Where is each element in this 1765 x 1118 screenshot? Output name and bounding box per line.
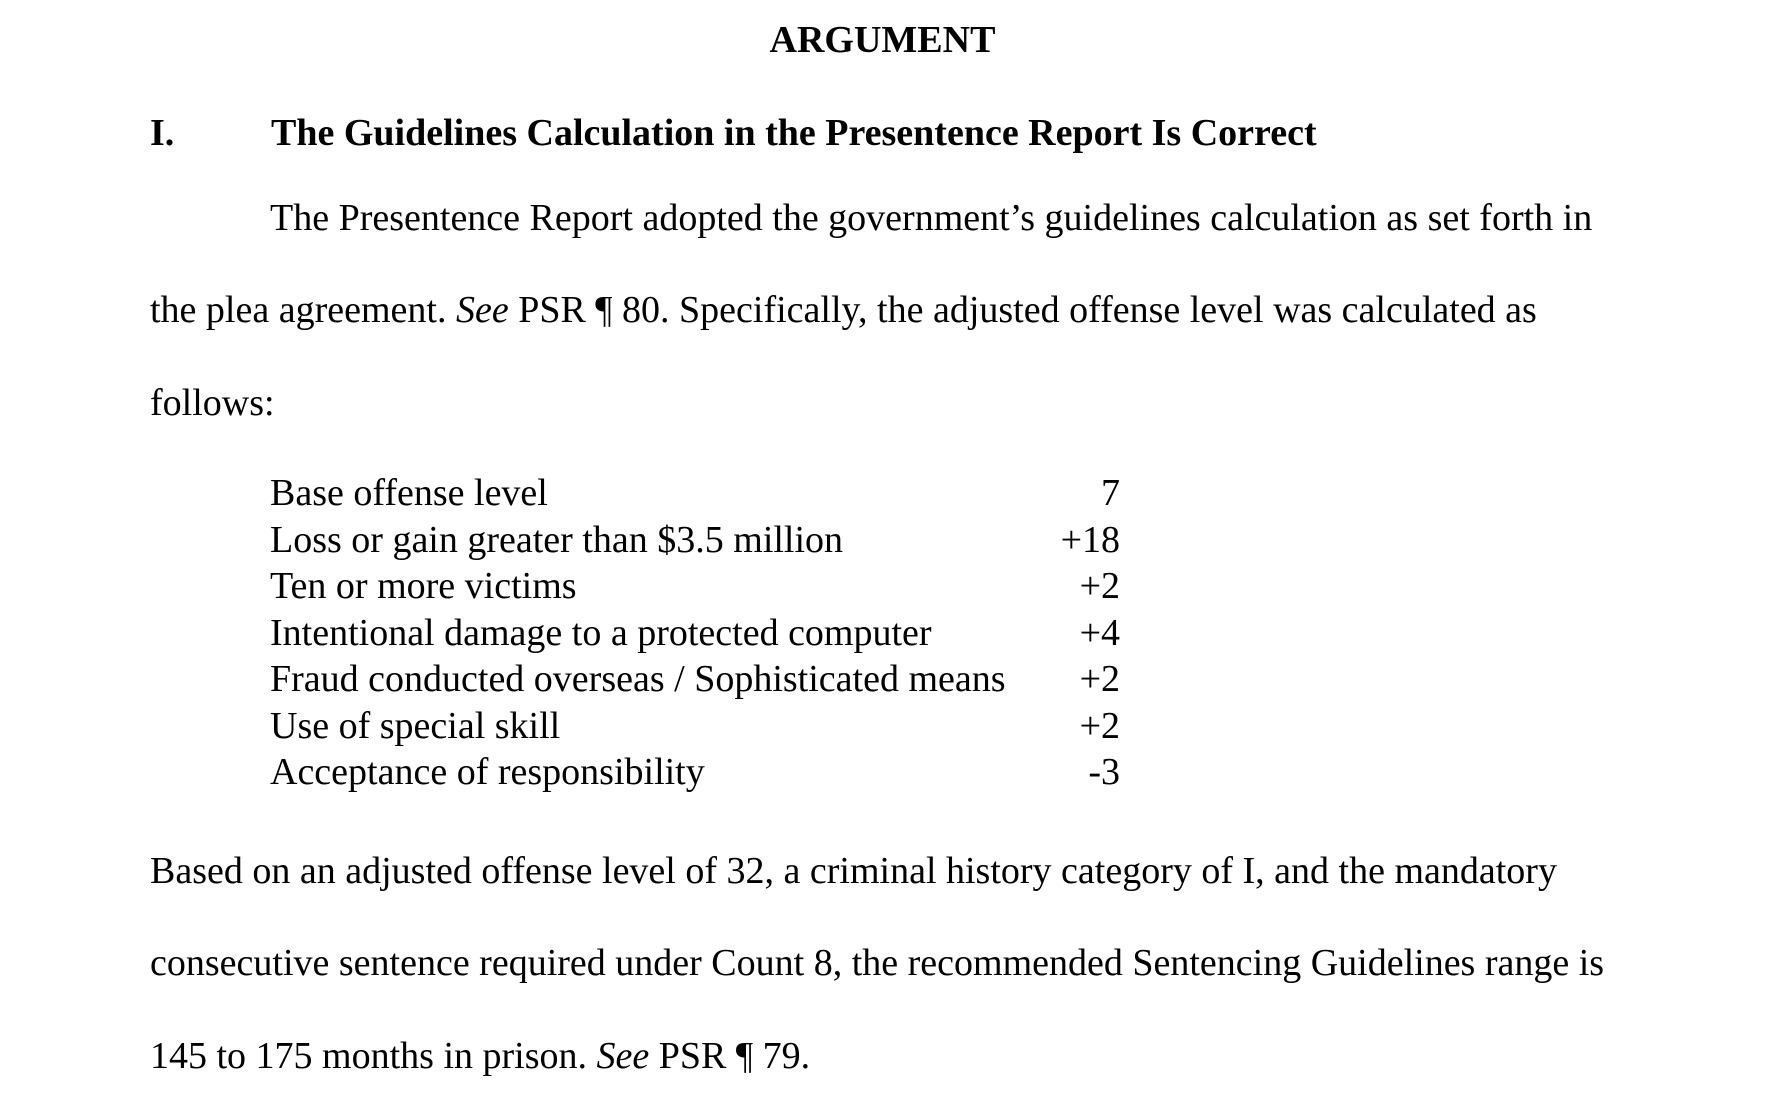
conclusion-line-1: Based on an adjusted offense level of 32, a criminal history category of I, and the mandatory [150, 850, 1557, 892]
calc-row-label: Use of special skill [270, 704, 561, 747]
calc-row-label: Acceptance of responsibility [270, 751, 705, 793]
offense-level-calculation [270, 470, 1120, 796]
intro-line-1: The Presentence Report adopted the government’s guidelines calculation as set forth in [270, 197, 1593, 239]
conclusion-line-3-text-a: 145 to 175 months in prison. [150, 1035, 597, 1077]
conclusion-line-2: consecutive sentence required under Count 8, the recommended Sentencing Guidelines range is [150, 942, 1605, 984]
calc-row-label: Loss or gain greater than $3.5 million [270, 518, 844, 561]
calc-row-label: Fraud conducted overseas / Sophisticated means [270, 658, 1006, 700]
calc-row-label: Ten or more victims [270, 565, 577, 607]
calc-row [270, 703, 1120, 750]
intro-line-2 [150, 284, 1537, 336]
calc-row [270, 470, 1120, 517]
intro-line-3: follows: [150, 382, 275, 424]
conclusion-line-3 [150, 1030, 810, 1082]
calc-row-label: Base offense level [270, 472, 548, 514]
conclusion-cite-signal: See [596, 1035, 650, 1077]
calc-row [270, 517, 1120, 564]
calc-row-value: -3 [1088, 751, 1120, 793]
conclusion-line-3-text-b: PSR ¶ 79. [649, 1035, 811, 1077]
calc-row [270, 563, 1120, 610]
calc-row [270, 610, 1120, 657]
intro-line-2-text-b: PSR ¶ 80. Specifically, the adjusted offense level was calculated as [508, 289, 1537, 331]
calc-row-value: +2 [1079, 565, 1120, 607]
intro-cite-signal: See [455, 289, 509, 331]
calc-row-value: +18 [1060, 518, 1120, 561]
calc-row-value: +2 [1079, 658, 1120, 700]
section-title: The Guidelines Calculation in the Presentence Report Is Correct [271, 112, 1317, 154]
document-heading: ARGUMENT [769, 19, 996, 61]
section-number: I. [150, 112, 175, 154]
calc-row-value: +4 [1079, 611, 1120, 654]
calc-row-value: 7 [1101, 472, 1120, 514]
calc-row [270, 749, 1120, 796]
calc-row-value: +2 [1079, 704, 1120, 747]
calc-row [270, 656, 1120, 703]
intro-line-2-text-a: the plea agreement. [150, 289, 456, 331]
calc-row-label: Intentional damage to a protected computer [270, 611, 932, 654]
section-heading [150, 107, 1317, 159]
